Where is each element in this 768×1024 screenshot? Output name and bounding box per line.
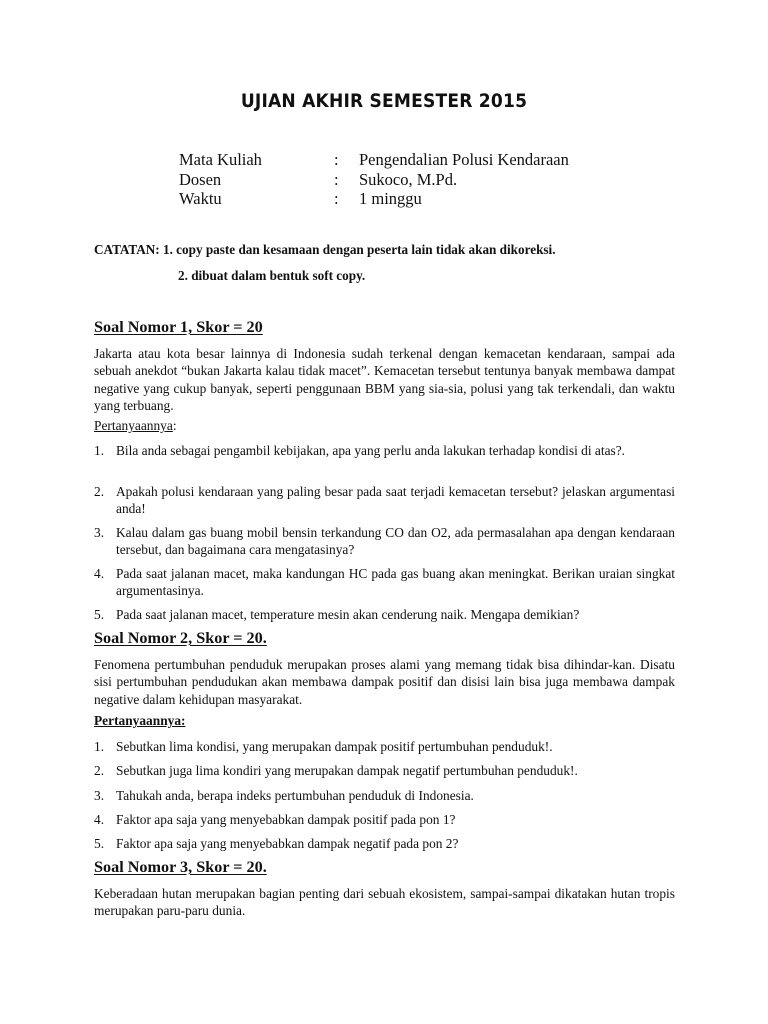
question-text: Sebutkan lima kondisi, yang merupakan dampak positif pertumbuhan penduduk!. — [116, 739, 553, 754]
questions-label-text: Pertanyaannya — [94, 418, 173, 433]
list-item — [94, 835, 675, 852]
list-item — [94, 606, 675, 623]
question-text: Pada saat jalanan macet, maka kandungan HC pada gas buang akan meningkat. Berikan uraian singkat argumentasinya. — [116, 566, 675, 599]
question-text: Bila anda sebagai pengambil kebijakan, apa yang perlu anda lakukan terhadap kondisi di atas?. — [116, 443, 626, 458]
info-row-mata-kuliah — [179, 150, 569, 170]
soal-2-questions-label: Pertanyaannya: — [94, 713, 186, 728]
questions-label-suffix: : — [172, 418, 177, 433]
question-text: Faktor apa saja yang menyebabkan dampak positif pada pon 1? — [116, 812, 456, 827]
info-colon: : — [334, 189, 339, 208]
list-item — [94, 524, 675, 558]
question-number: 5. — [94, 836, 105, 851]
info-colon: : — [334, 169, 339, 189]
soal-3-heading: Soal Nomor 3, Skor = 20. — [94, 858, 267, 876]
question-number: 4. — [94, 812, 105, 827]
info-value: Sukoco, M.Pd. — [359, 169, 458, 189]
question-text: Faktor apa saja yang menyebabkan dampak negatif pada pon 2? — [116, 836, 459, 851]
list-item — [94, 565, 675, 599]
question-number: 1. — [94, 443, 105, 458]
info-value: 1 minggu — [359, 189, 422, 208]
list-item — [94, 442, 675, 459]
info-row-dosen — [179, 170, 569, 190]
soal-1-questions-label — [94, 418, 177, 434]
question-number: 3. — [94, 525, 105, 540]
question-text: Sebutkan juga lima kondiri yang merupakan dampak negatif pertumbuhan penduduk!. — [116, 763, 578, 778]
question-number: 3. — [94, 788, 105, 803]
question-number: 2. — [94, 484, 105, 499]
soal-2-heading: Soal Nomor 2, Skor = 20. — [94, 629, 267, 647]
soal-3-paragraph: Keberadaan hutan merupakan bagian penting dari sebuah ekosistem, sampai-sampai dikatakan hutan tropis merupakan paru-paru dunia. — [94, 886, 675, 919]
list-item — [94, 483, 675, 517]
page-title: UJIAN AKHIR SEMESTER 2015 — [240, 90, 528, 112]
list-item — [94, 738, 675, 755]
info-colon: : — [334, 150, 339, 169]
question-number: 1. — [94, 739, 105, 754]
info-label: Dosen — [179, 169, 222, 189]
question-text: Tahukah anda, berapa indeks pertumbuhan penduduk di Indonesia. — [116, 788, 474, 803]
list-item — [94, 762, 675, 779]
question-number: 5. — [94, 607, 105, 622]
info-label: Waktu — [179, 189, 222, 208]
info-label: Mata Kuliah — [179, 150, 262, 169]
question-text: Kalau dalam gas buang mobil bensin terkandung CO dan O2, ada permasalahan apa dengan kendaraan tersebut, dan bagaimana cara mengatasinya? — [116, 525, 675, 558]
list-item — [94, 787, 675, 804]
catatan-line-1: CATATAN: 1. copy paste dan kesamaan dengan peserta lain tidak akan dikoreksi. — [94, 242, 556, 257]
info-value: Pengendalian Polusi Kendaraan — [359, 150, 569, 169]
soal-1-paragraph: Jakarta atau kota besar lainnya di Indonesia sudah terkenal dengan kemacetan kendaraan, sampai ada sebuah anekdot “bukan Jakarta kalau tidak macet”. Kemacetan tersebut tentunya banyak membawa dampat negative yang cukup banyak, seperti penggunaan BBM yang sia-sia, polusi yang tak terkendali, dan waktu yang terbuang. — [94, 346, 675, 414]
question-number: 2. — [94, 763, 105, 778]
catatan-line-2: 2. dibuat dalam bentuk soft copy. — [178, 268, 366, 283]
exam-info — [179, 150, 569, 209]
question-text: Pada saat jalanan macet, temperature mesin akan cenderung naik. Mengapa demikian? — [116, 607, 580, 622]
question-number: 4. — [94, 566, 105, 581]
question-text: Apakah polusi kendaraan yang paling besar pada saat terjadi kemacetan tersebut? jelaskan argumentasi anda! — [116, 484, 675, 517]
soal-2-paragraph: Fenomena pertumbuhan penduduk merupakan proses alami yang memang tidak bisa dihindar-kan. Disatu sisi pertumbuhan pendudukan akan membawa dampak positif dan disisi lain bisa juga membawa dampak negative dalam kehidupan masyarakat. — [94, 657, 675, 707]
info-row-waktu — [179, 189, 569, 209]
list-item — [94, 811, 675, 828]
soal-1-heading: Soal Nomor 1, Skor = 20 — [94, 318, 263, 336]
